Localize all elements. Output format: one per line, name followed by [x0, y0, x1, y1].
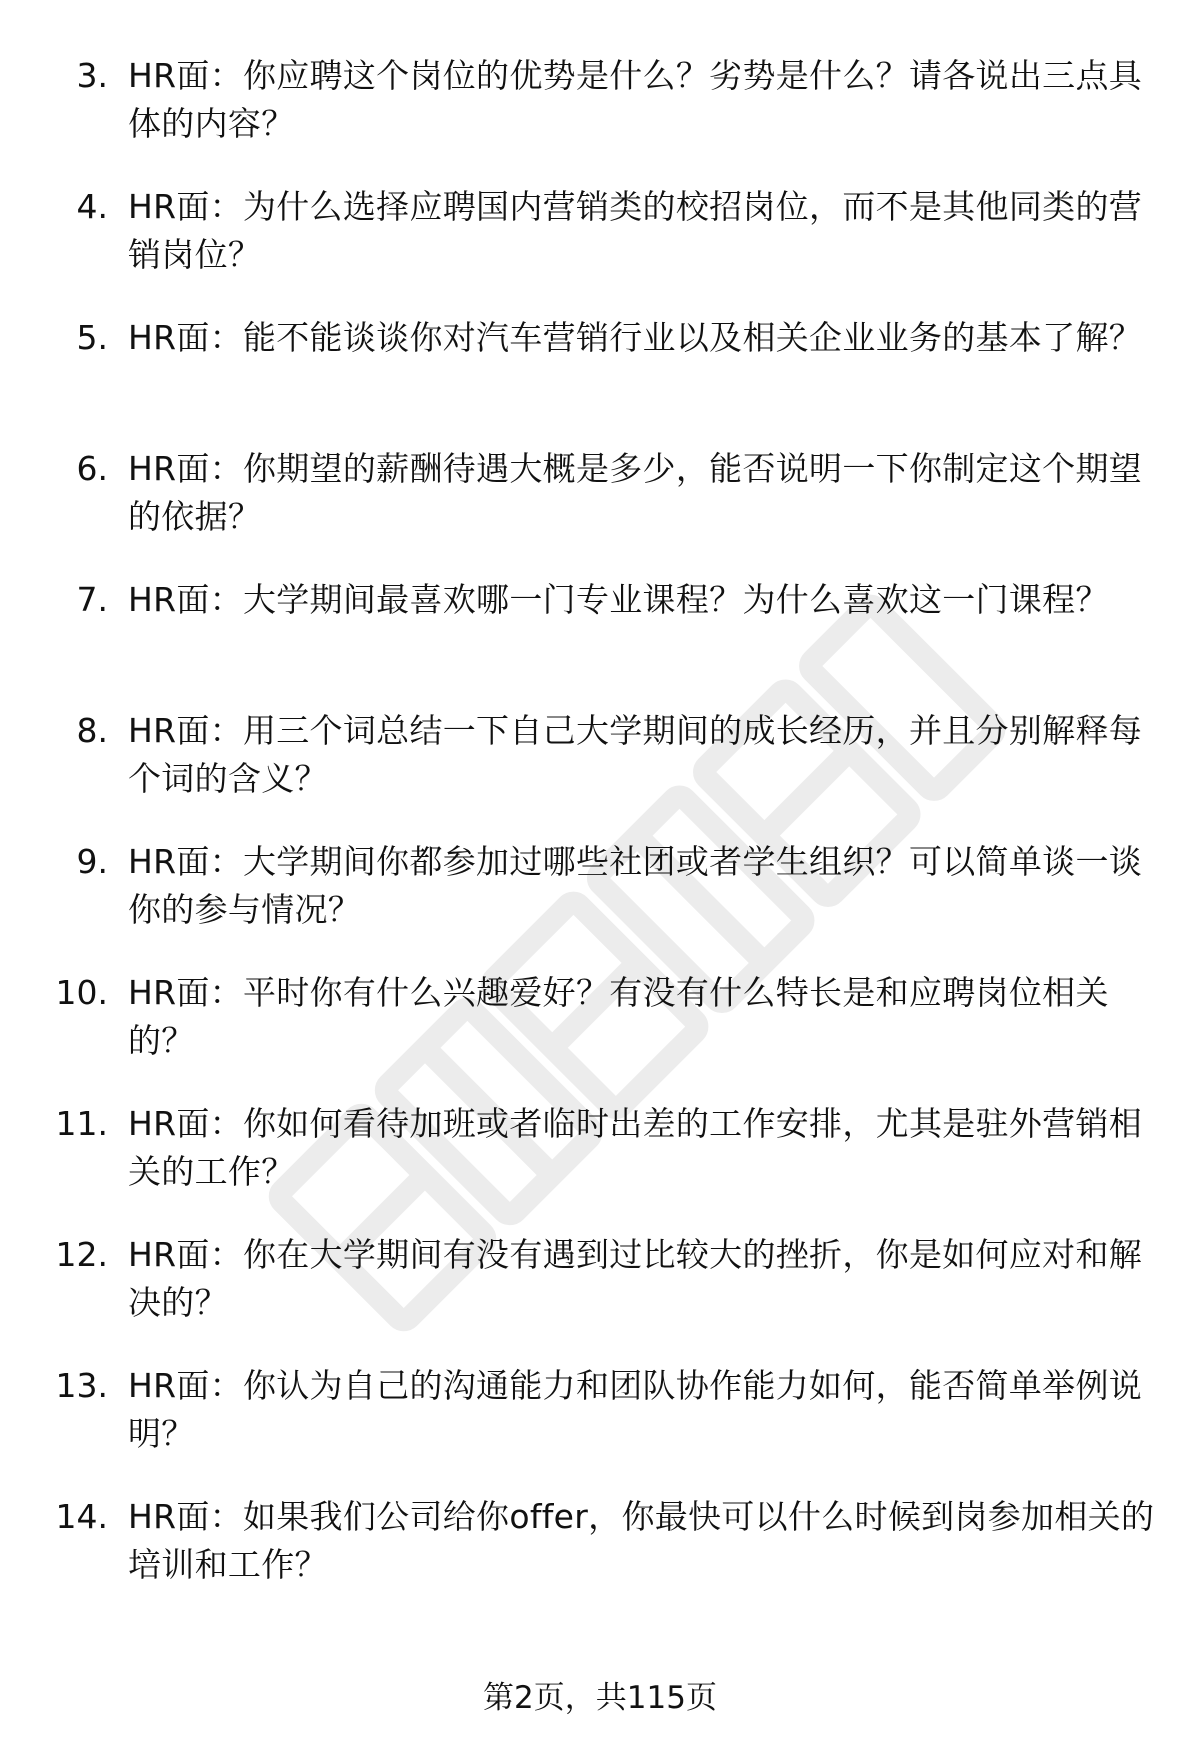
list-item	[0, 1100, 1200, 1231]
list-item	[0, 1362, 1200, 1493]
list-item	[0, 576, 1200, 707]
list-item	[0, 969, 1200, 1100]
question-number: 12.	[55, 1235, 108, 1274]
list-item	[0, 52, 1200, 183]
question-list	[0, 52, 1200, 1624]
question-text: HR面：大学期间最喜欢哪一门专业课程？为什么喜欢这一门课程？	[128, 580, 1109, 619]
question-number: 13.	[55, 1366, 108, 1405]
list-item	[0, 183, 1200, 314]
question-number: 8.	[76, 711, 108, 750]
question-number: 3.	[76, 56, 108, 95]
question-text: HR面：为什么选择应聘国内营销类的校招岗位，而不是其他同类的营销岗位？	[128, 187, 1143, 274]
page-number-footer: 第2页，共115页	[483, 1680, 717, 1716]
list-item	[0, 838, 1200, 969]
question-number: 5.	[76, 318, 108, 357]
question-text: HR面：你期望的薪酬待遇大概是多少，能否说明一下你制定这个期望的依据？	[128, 449, 1143, 536]
question-number: 7.	[76, 580, 108, 619]
question-text: HR面：你应聘这个岗位的优势是什么？劣势是什么？请各说出三点具体的内容？	[128, 56, 1143, 143]
question-number: 14.	[55, 1497, 108, 1536]
question-text: HR面：能不能谈谈你对汽车营销行业以及相关企业业务的基本了解？	[128, 318, 1143, 357]
question-number: 4.	[76, 187, 108, 226]
question-number: 6.	[76, 449, 108, 488]
question-text: HR面：平时你有什么兴趣爱好？有没有什么特长是和应聘岗位相关的？	[128, 973, 1109, 1060]
list-item	[0, 707, 1200, 838]
question-text: HR面：你如何看待加班或者临时出差的工作安排，尤其是驻外营销相关的工作？	[128, 1104, 1143, 1191]
question-text: HR面：如果我们公司给你offer，你最快可以什么时候到岗参加相关的培训和工作？	[128, 1497, 1155, 1584]
question-text: HR面：用三个词总结一下自己大学期间的成长经历，并且分别解释每个词的含义？	[128, 711, 1143, 798]
list-item	[0, 1231, 1200, 1362]
question-number: 11.	[55, 1104, 108, 1143]
question-number: 9.	[76, 842, 108, 881]
question-text: HR面：你认为自己的沟通能力和团队协作能力如何，能否简单举例说明？	[128, 1366, 1143, 1453]
question-text: HR面：大学期间你都参加过哪些社团或者学生组织？可以简单谈一谈你的参与情况？	[128, 842, 1143, 929]
question-text: HR面：你在大学期间有没有遇到过比较大的挫折，你是如何应对和解决的？	[128, 1235, 1143, 1322]
list-item	[0, 445, 1200, 576]
question-number: 10.	[55, 973, 108, 1012]
list-item	[0, 314, 1200, 445]
list-item	[0, 1493, 1200, 1624]
